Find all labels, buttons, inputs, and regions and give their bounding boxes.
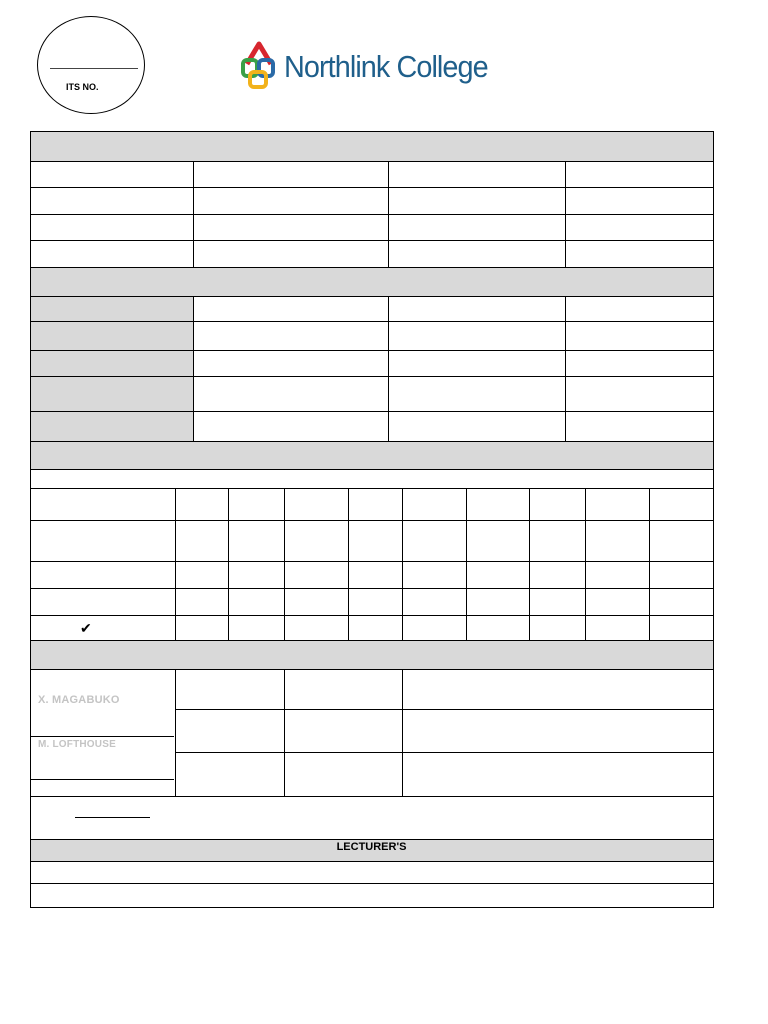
row-line — [30, 488, 714, 489]
col-line — [565, 161, 566, 267]
col-line — [284, 669, 285, 796]
row-line — [30, 240, 714, 241]
row-line — [30, 296, 714, 297]
lecturer-heading: LECTURER'S — [336, 841, 407, 853]
row-line — [30, 588, 714, 589]
col-line — [585, 488, 586, 640]
row-line — [30, 161, 714, 162]
col-line — [193, 161, 194, 267]
row-line — [30, 615, 714, 616]
row-line — [30, 350, 714, 351]
label-cell-5 — [30, 412, 193, 441]
row-line — [30, 214, 714, 215]
date-underline — [75, 817, 150, 818]
college-name: Northlink College — [284, 49, 488, 84]
row-line — [175, 709, 714, 710]
row-line — [30, 411, 714, 412]
row-line — [30, 883, 714, 884]
row-line — [30, 861, 714, 862]
col-line — [388, 296, 389, 441]
row-line — [30, 796, 714, 797]
row-line — [30, 267, 714, 268]
section-header-1 — [30, 132, 713, 161]
col-line — [529, 488, 530, 640]
col-line — [565, 296, 566, 441]
label-cell-1 — [30, 297, 193, 321]
row-line — [30, 469, 714, 470]
label-cell-4 — [30, 377, 193, 411]
row-line — [30, 561, 714, 562]
col-line — [228, 488, 229, 640]
col-line — [193, 296, 194, 441]
row-line — [30, 640, 714, 641]
row-line — [30, 321, 714, 322]
col-line — [388, 161, 389, 267]
row-line — [175, 752, 714, 753]
row-line — [30, 376, 714, 377]
signature-line — [30, 779, 174, 780]
section-header-2 — [30, 267, 713, 296]
col-line — [402, 488, 403, 640]
col-line — [175, 488, 176, 640]
table-border-top — [30, 131, 714, 132]
row-line — [30, 669, 714, 670]
signatory-name-1: X. MAGABUKO — [38, 694, 120, 706]
col-line — [649, 488, 650, 640]
label-cell-3 — [30, 351, 193, 376]
row-line — [30, 187, 714, 188]
tick-mark: ✔ — [80, 620, 92, 636]
row-line — [30, 441, 714, 442]
row-line — [30, 520, 714, 521]
col-line — [284, 488, 285, 640]
col-line — [466, 488, 467, 640]
its-number-label: ITS NO. — [66, 82, 99, 92]
signature-line — [30, 736, 174, 737]
col-line — [402, 669, 403, 796]
col-line — [175, 669, 176, 796]
table-border-bottom — [30, 907, 714, 908]
signatory-name-2: M. LOFTHOUSE — [38, 739, 116, 750]
col-line — [348, 488, 349, 640]
section-header-4 — [30, 640, 713, 669]
label-cell-2 — [30, 322, 193, 350]
section-header-3 — [30, 441, 713, 469]
